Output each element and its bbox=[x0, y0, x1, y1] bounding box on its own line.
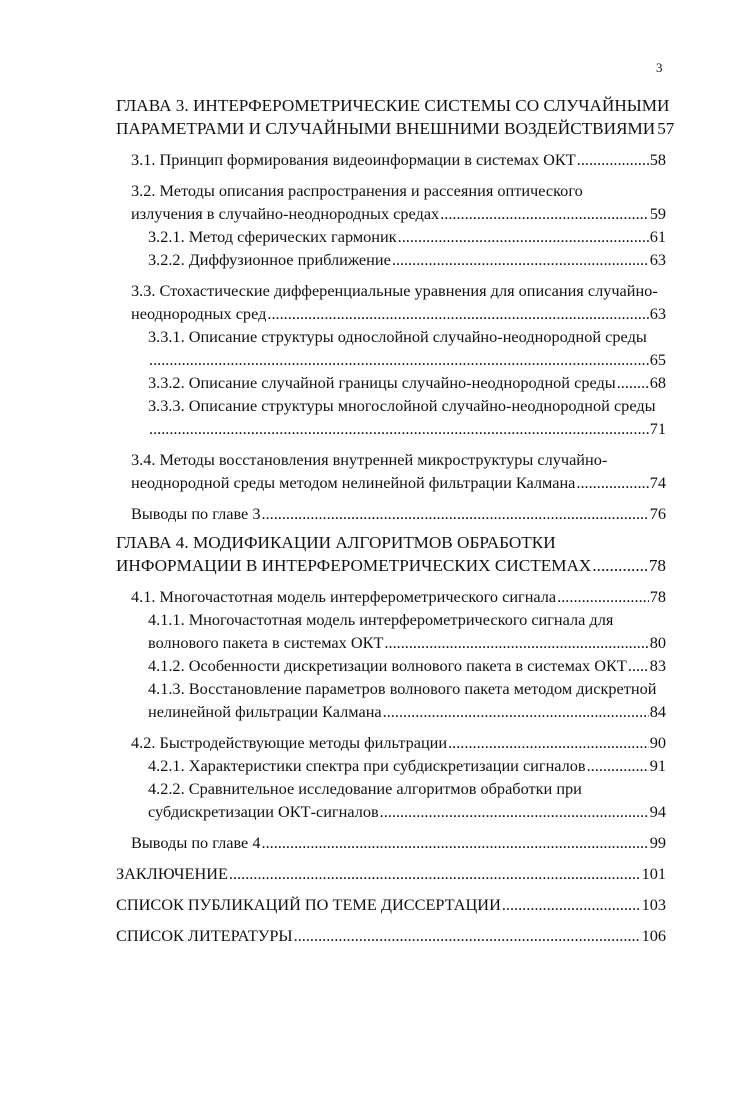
toc-entry-title: 4.1.2. Особенности дискретизации волнового пакета в системах ОКТ bbox=[148, 656, 627, 675]
toc-entry-3-3-1 bbox=[148, 325, 666, 371]
toc-entry-title: 4.2.2. Сравнительное исследование алгоритмов обработки при bbox=[148, 779, 582, 798]
toc-entry-title: 3.1. Принцип формирования видеоинформации в системах ОКТ bbox=[131, 150, 576, 169]
toc-page-number: 103 bbox=[641, 895, 666, 914]
leader-dots bbox=[502, 893, 641, 916]
toc-entry-3-2-1 bbox=[148, 225, 666, 248]
toc-entry-title: излучения в случайно-неоднородных средах bbox=[131, 204, 440, 223]
toc-page-number: 68 bbox=[649, 373, 666, 392]
toc-page-number: 61 bbox=[649, 227, 666, 246]
toc-entry-3-2-2 bbox=[148, 248, 666, 271]
toc-entry-title: 3.2.1. Метод сферических гармоник bbox=[148, 227, 397, 246]
toc-entry-conclusions-3 bbox=[131, 502, 666, 525]
toc-entry-title: нелинейной фильтрации Калмана bbox=[148, 702, 382, 721]
toc-page-number: 99 bbox=[649, 833, 666, 852]
leader-dots bbox=[587, 754, 649, 777]
toc-entry-3-4 bbox=[131, 448, 666, 494]
toc-entry-title: неоднородных сред bbox=[131, 304, 267, 323]
toc-entry-title: Выводы по главе 3 bbox=[131, 504, 261, 523]
leader-dots bbox=[229, 862, 641, 885]
toc-entry-conclusions-4 bbox=[131, 831, 666, 854]
leader-dots bbox=[267, 302, 648, 325]
toc-page-number: 106 bbox=[641, 926, 666, 945]
toc-entry-4-1-3 bbox=[148, 677, 666, 723]
toc-entry-title: ГЛАВА 4. МОДИФИКАЦИИ АЛГОРИТМОВ ОБРАБОТКИ bbox=[116, 533, 556, 552]
leader-dots bbox=[380, 800, 649, 823]
leader-dots bbox=[384, 631, 648, 654]
toc-entry-3-1 bbox=[131, 148, 666, 171]
table-of-contents bbox=[0, 90, 733, 947]
page-number: 3 bbox=[656, 60, 663, 75]
toc-entry-title: 3.3. Стохастические дифференциальные уравнения для описания случайно- bbox=[131, 281, 658, 300]
toc-page-number: 80 bbox=[649, 633, 666, 652]
toc-page-number: 58 bbox=[649, 150, 666, 169]
toc-entry-title: ЗАКЛЮЧЕНИЕ bbox=[116, 864, 228, 883]
toc-page-number: 90 bbox=[649, 733, 666, 752]
toc-entry-title: 4.1.3. Восстановление параметров волнового пакета методом дискретной bbox=[148, 679, 657, 698]
toc-page-number: 65 bbox=[649, 350, 666, 369]
leader-dots bbox=[592, 554, 647, 577]
toc-entry-3-2 bbox=[131, 179, 666, 225]
leader-dots bbox=[628, 654, 649, 677]
leader-dots bbox=[576, 471, 648, 494]
toc-entry-4-1-1 bbox=[148, 608, 666, 654]
leader-dots bbox=[294, 924, 641, 947]
leader-dots bbox=[557, 585, 649, 608]
toc-page-number: 63 bbox=[649, 304, 666, 323]
toc-entry-title: ГЛАВА 3. ИНТЕРФЕРОМЕТРИЧЕСКИЕ СИСТЕМЫ СО СЛУЧАЙНЫМИ bbox=[116, 96, 670, 115]
toc-page-number: 57 bbox=[657, 119, 675, 138]
leader-dots bbox=[398, 225, 649, 248]
toc-entry-title: неоднородной среды методом нелинейной фильтрации Калмана bbox=[131, 473, 576, 492]
toc-entry-title: 4.2. Быстродействующие методы фильтрации bbox=[131, 733, 448, 752]
toc-page-number: 74 bbox=[649, 473, 666, 492]
toc-entry-title: СПИСОК ПУБЛИКАЦИЙ ПО ТЕМЕ ДИССЕРТАЦИИ bbox=[116, 895, 501, 914]
toc-page-number: 78 bbox=[648, 556, 666, 575]
toc-entry-chapter-4 bbox=[116, 531, 666, 577]
toc-entry-title: 3.3.1. Описание структуры однослойной случайно-неоднородной среды bbox=[148, 327, 647, 346]
toc-page-number: 63 bbox=[649, 250, 666, 269]
toc-entry-title: СПИСОК ЛИТЕРАТУРЫ bbox=[116, 926, 293, 945]
leader-dots bbox=[440, 202, 649, 225]
toc-page-number: 59 bbox=[649, 204, 666, 223]
leader-dots bbox=[448, 731, 649, 754]
toc-page-number: 101 bbox=[641, 864, 666, 883]
toc-entry-4-2-1 bbox=[148, 754, 666, 777]
leader-dots bbox=[577, 148, 649, 171]
toc-entry-title: 4.1.1. Многочастотная модель интерферометрического сигнала для bbox=[148, 610, 614, 629]
leader-dots bbox=[383, 700, 649, 723]
leader-dots bbox=[149, 417, 649, 440]
toc-entry-publications bbox=[116, 893, 666, 916]
toc-entry-title: 3.4. Методы восстановления внутренней микроструктуры случайно- bbox=[131, 450, 608, 469]
toc-entry-references bbox=[116, 924, 666, 947]
leader-dots bbox=[392, 248, 649, 271]
toc-page-number: 83 bbox=[649, 656, 666, 675]
toc-entry-conclusion bbox=[116, 862, 666, 885]
toc-entry-4-1-2 bbox=[148, 654, 666, 677]
toc-entry-title: 3.2. Методы описания распространения и рассеяния оптического bbox=[131, 181, 583, 200]
toc-entry-title: 4.1. Многочастотная модель интерферометрического сигнала bbox=[131, 587, 557, 606]
leader-dots bbox=[149, 348, 649, 371]
toc-entry-3-3 bbox=[131, 279, 666, 325]
toc-entry-4-2 bbox=[131, 731, 666, 754]
toc-entry-title: 3.3.3. Описание структуры многослойной случайно-неоднородной среды bbox=[148, 396, 656, 415]
leader-dots bbox=[617, 371, 649, 394]
toc-entry-4-2-2 bbox=[148, 777, 666, 823]
toc-page-number: 91 bbox=[649, 756, 666, 775]
toc-entry-title: субдискретизации ОКТ-сигналов bbox=[148, 802, 379, 821]
leader-dots bbox=[262, 502, 649, 525]
toc-page-number: 84 bbox=[649, 702, 666, 721]
toc-entry-title: ПАРАМЕТРАМИ И СЛУЧАЙНЫМИ ВНЕШНИМИ ВОЗДЕЙСТВИЯМИ bbox=[116, 119, 656, 138]
toc-entry-title: волнового пакета в системах ОКТ bbox=[148, 633, 384, 652]
toc-page-number: 76 bbox=[649, 504, 666, 523]
toc-page-number: 78 bbox=[649, 587, 666, 606]
toc-entry-4-1 bbox=[131, 585, 666, 608]
toc-entry-3-3-2 bbox=[148, 371, 666, 394]
toc-entry-title: ИНФОРМАЦИИ В ИНТЕРФЕРОМЕТРИЧЕСКИХ СИСТЕМАХ bbox=[116, 556, 592, 575]
toc-page-number: 71 bbox=[649, 419, 666, 438]
toc-entry-title: 3.3.2. Описание случайной границы случайно-неоднородной среды bbox=[148, 373, 616, 392]
toc-entry-title: 3.2.2. Диффузионное приближение bbox=[148, 250, 391, 269]
toc-entry-title: 4.2.1. Характеристики спектра при субдискретизации сигналов bbox=[148, 756, 586, 775]
toc-page-number: 94 bbox=[649, 802, 666, 821]
toc-entry-title: Выводы по главе 4 bbox=[131, 833, 261, 852]
leader-dots bbox=[262, 831, 649, 854]
toc-entry-chapter-3 bbox=[116, 94, 675, 140]
toc-entry-3-3-3 bbox=[148, 394, 666, 440]
